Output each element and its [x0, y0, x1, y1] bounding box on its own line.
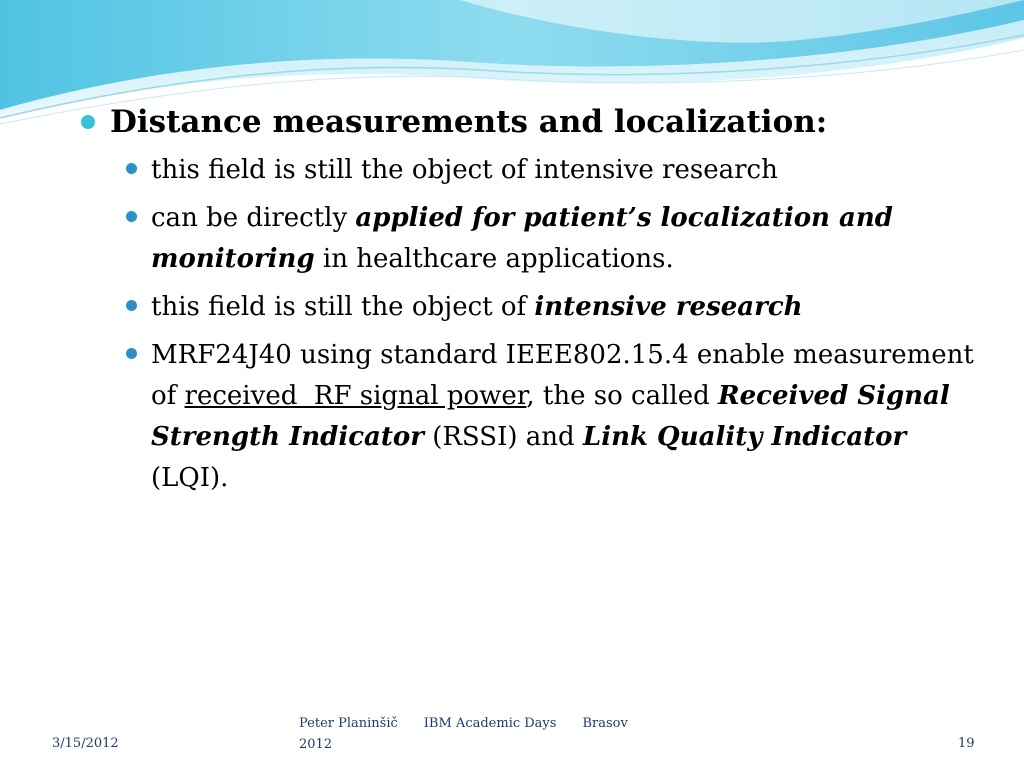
footer-place: Brasov: [582, 716, 628, 731]
sub-bullet-4: [122, 335, 978, 499]
footer-event: IBM Academic Days: [423, 716, 557, 731]
sub-bullet-2-post: in healthcare applications.: [314, 244, 674, 274]
lqi-emphasis: Link Quality Indicator: [582, 422, 907, 452]
sub-bullet-1-text: this field is still the object of intensive research: [151, 155, 778, 185]
sub-bullet-4-mid: , the so called: [526, 381, 719, 411]
bullet-icon: [126, 348, 137, 359]
bullet-icon: [81, 115, 95, 129]
sub-bullet-3-pre: this field is still the object of: [151, 292, 535, 322]
sub-bullet-2: [122, 198, 978, 280]
sub-bullet-4-post: (LQI).: [151, 463, 229, 493]
sub-bullet-4-mid2: (RSSI) and: [423, 422, 583, 452]
footer-year: 2012: [299, 737, 333, 752]
bullet-icon: [126, 300, 137, 311]
main-bullet-text: Distance measurements and localization:: [110, 104, 828, 140]
sub-bullet-3: [122, 287, 978, 328]
footer-author: Peter Planinšič: [299, 716, 398, 731]
main-bullet: [78, 101, 978, 143]
footer-date: 3/15/2012: [52, 736, 119, 751]
rssi-emphasis: Received Signal Strength Indicator: [151, 381, 950, 452]
bullet-icon: [126, 163, 137, 174]
rf-signal-power-link[interactable]: received RF signal power: [184, 381, 527, 411]
sub-bullet-3-emphasis: intensive research: [534, 292, 803, 322]
footer-center: [299, 713, 628, 755]
sub-bullet-2-emphasis: applied for patient’s localization and monitoring: [151, 203, 893, 274]
sub-bullet-1: [122, 150, 978, 191]
sub-bullet-4-pre: MRF24J40 using standard IEEE802.15.4 enable measurement of: [151, 340, 974, 411]
sub-bullet-2-pre: can be directly: [151, 203, 356, 233]
slide-body: [78, 101, 978, 499]
footer-page-number: 19: [958, 736, 975, 751]
bullet-icon: [126, 211, 137, 222]
